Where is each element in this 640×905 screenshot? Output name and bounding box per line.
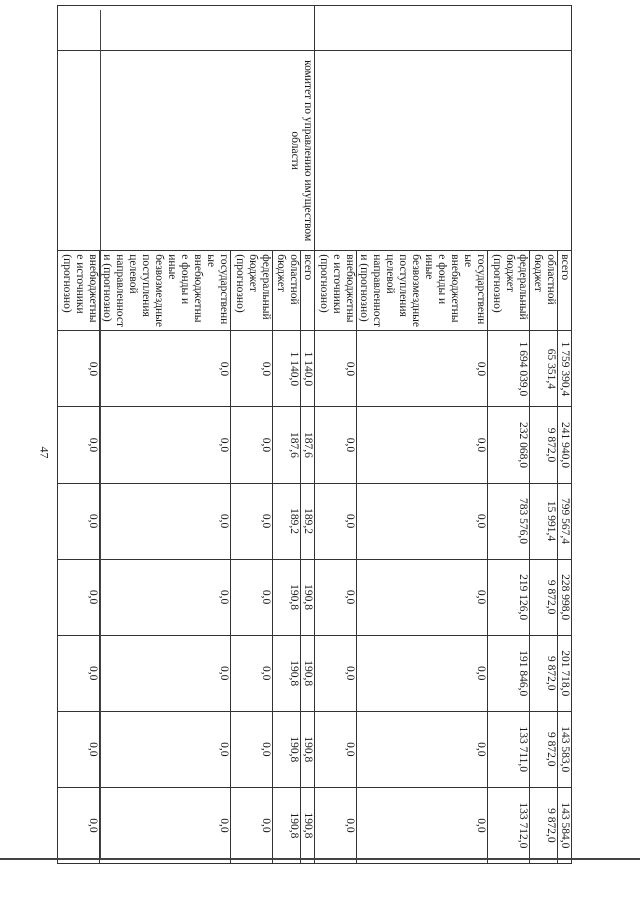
value-cell: 187,6 (273, 407, 301, 483)
row-label: всего (558, 251, 572, 331)
value-cell: 9 872,0 (530, 635, 558, 711)
value-cell: 0,0 (357, 635, 488, 711)
value-cell: 9 872,0 (530, 711, 558, 787)
empty-cell (58, 6, 315, 51)
value-cell: 189,2 (273, 483, 301, 559)
left-rule (100, 10, 101, 858)
value-cell: 0,0 (100, 331, 231, 407)
value-cell: 0,0 (231, 635, 273, 711)
value-cell: 0,0 (315, 635, 357, 711)
value-cell: 0,0 (357, 331, 488, 407)
value-cell: 0,0 (231, 483, 273, 559)
value-cell: 0,0 (58, 407, 100, 483)
value-cell: 1 140,0 (273, 331, 301, 407)
value-cell: 191 846,0 (488, 635, 530, 711)
value-cell: 0,0 (315, 559, 357, 635)
value-cell: 143 584,0 (558, 787, 572, 863)
value-cell: 190,8 (273, 635, 301, 711)
value-cell: 1 759 390,4 (558, 331, 572, 407)
value-cell: 1 694 039,0 (488, 331, 530, 407)
row-label: областной бюджет (530, 251, 558, 331)
value-cell: 189,2 (301, 483, 315, 559)
value-cell: 0,0 (357, 483, 488, 559)
value-cell: 0,0 (231, 407, 273, 483)
value-cell: 0,0 (315, 483, 357, 559)
row-label: внебюджетные источники (прогнозно) (315, 251, 357, 331)
value-cell: 0,0 (357, 559, 488, 635)
bottom-rule (0, 858, 640, 860)
row-label: федеральный бюджет (прогнозно) (488, 251, 530, 331)
value-cell: 0,0 (315, 787, 357, 863)
value-cell: 0,0 (315, 407, 357, 483)
value-cell: 133 712,0 (488, 787, 530, 863)
page-number: 47 (37, 446, 52, 459)
value-cell: 0,0 (58, 483, 100, 559)
agency-empty (315, 51, 572, 251)
value-cell: 241 940,0 (558, 407, 572, 483)
row-label: федеральный бюджет (прогнозно) (231, 251, 273, 331)
row-label: внебюджетные источники (прогнозно) (58, 251, 100, 331)
value-cell: 9 872,0 (530, 559, 558, 635)
value-cell: 190,8 (273, 559, 301, 635)
table-row (301, 6, 315, 864)
table-row (558, 6, 572, 864)
value-cell: 65 351,4 (530, 331, 558, 407)
value-cell: 190,8 (301, 635, 315, 711)
value-cell: 133 711,0 (488, 711, 530, 787)
row-label: государственные внебюджетные фонды и иные безвозмездные поступления целевой направленности (прогнозно) (357, 251, 488, 331)
value-cell: 1 140,0 (301, 331, 315, 407)
value-cell: 190,8 (301, 787, 315, 863)
value-cell: 0,0 (58, 331, 100, 407)
value-cell: 0,0 (100, 711, 231, 787)
value-cell: 0,0 (100, 483, 231, 559)
empty-cell (315, 6, 572, 51)
value-cell: 201 718,0 (558, 635, 572, 711)
agency-name: комитет по управлению имуществом области (58, 51, 315, 251)
value-cell: 228 998,0 (558, 559, 572, 635)
value-cell: 0,0 (357, 711, 488, 787)
value-cell: 0,0 (231, 711, 273, 787)
row-label: всего (301, 251, 315, 331)
value-cell: 9 872,0 (530, 407, 558, 483)
value-cell: 0,0 (58, 787, 100, 863)
value-cell: 190,8 (273, 711, 301, 787)
value-cell: 0,0 (100, 407, 231, 483)
row-label: государственные внебюджетные фонды и иные безвозмездные поступления целевой направленности (прогнозно) (100, 251, 231, 331)
value-cell: 0,0 (58, 559, 100, 635)
value-cell: 0,0 (357, 407, 488, 483)
value-cell: 9 872,0 (530, 787, 558, 863)
value-cell: 190,8 (301, 711, 315, 787)
value-cell: 0,0 (231, 331, 273, 407)
value-cell: 187,6 (301, 407, 315, 483)
row-label: областной бюджет (273, 251, 301, 331)
value-cell: 0,0 (357, 787, 488, 863)
value-cell: 783 576,0 (488, 483, 530, 559)
value-cell: 0,0 (231, 559, 273, 635)
value-cell: 0,0 (100, 635, 231, 711)
value-cell: 0,0 (231, 787, 273, 863)
value-cell: 0,0 (58, 711, 100, 787)
value-cell: 0,0 (315, 331, 357, 407)
value-cell: 799 567,4 (558, 483, 572, 559)
value-cell: 232 068,0 (488, 407, 530, 483)
value-cell: 0,0 (100, 559, 231, 635)
value-cell: 190,8 (301, 559, 315, 635)
budget-table (57, 5, 572, 864)
value-cell: 0,0 (315, 711, 357, 787)
value-cell: 0,0 (100, 787, 231, 863)
value-cell: 190,8 (273, 787, 301, 863)
value-cell: 15 991,4 (530, 483, 558, 559)
value-cell: 219 126,0 (488, 559, 530, 635)
value-cell: 143 583,0 (558, 711, 572, 787)
value-cell: 0,0 (58, 635, 100, 711)
